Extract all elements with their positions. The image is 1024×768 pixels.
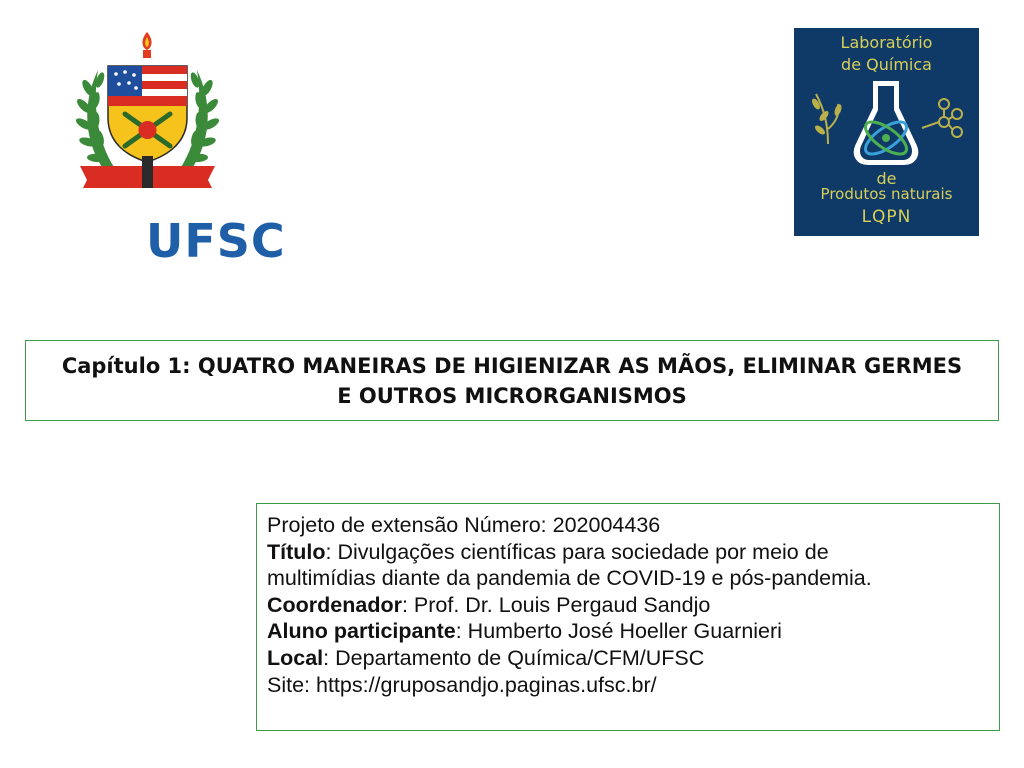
local-label: Local bbox=[267, 645, 324, 670]
ufsc-crest-icon bbox=[70, 28, 225, 188]
aluno-line bbox=[267, 618, 989, 645]
project-number-line: Projeto de extensão Número: 202004436 bbox=[267, 513, 661, 537]
coordenador-value: : Prof. Dr. Louis Pergaud Sandjo bbox=[401, 592, 711, 617]
ufsc-wordmark: UFSC bbox=[146, 214, 286, 268]
lab-logo bbox=[794, 28, 979, 236]
chapter-title: Capítulo 1: QUATRO MANEIRAS DE HIGIENIZAR AS MÃOS, ELIMINAR GERMES E OUTROS MICRORGANISMOS bbox=[61, 353, 963, 408]
aluno-label: Aluno participante bbox=[267, 619, 456, 644]
chapter-title-box bbox=[25, 340, 999, 421]
project-info-box bbox=[256, 503, 1000, 731]
lab-logo-line2: de Química bbox=[841, 55, 932, 74]
titulo-line bbox=[267, 539, 989, 566]
local-line bbox=[267, 645, 989, 672]
titulo-value: : Divulgações científicas para sociedade por meio de bbox=[325, 539, 829, 564]
coordenador-label: Coordenador bbox=[267, 592, 402, 617]
flask-icon bbox=[794, 74, 979, 174]
ufsc-logo bbox=[70, 28, 286, 268]
local-value: : Departamento de Química/CFM/UFSC bbox=[323, 645, 705, 670]
titulo-continuation-line: multimídias diante da pandemia de COVID-19 e pós-pandemia. bbox=[267, 566, 872, 591]
lab-logo-line4: Produtos naturais bbox=[820, 185, 953, 203]
lab-logo-line1: Laboratório bbox=[840, 33, 933, 52]
coordenador-line bbox=[267, 592, 989, 619]
lab-logo-line3: de bbox=[876, 169, 897, 188]
site-line: Site: https://gruposandjo.paginas.ufsc.br/ bbox=[267, 672, 657, 697]
titulo-label: Título bbox=[267, 539, 326, 564]
lab-logo-line5: LQPN bbox=[861, 207, 912, 227]
aluno-value: : Humberto José Hoeller Guarnieri bbox=[455, 619, 782, 644]
